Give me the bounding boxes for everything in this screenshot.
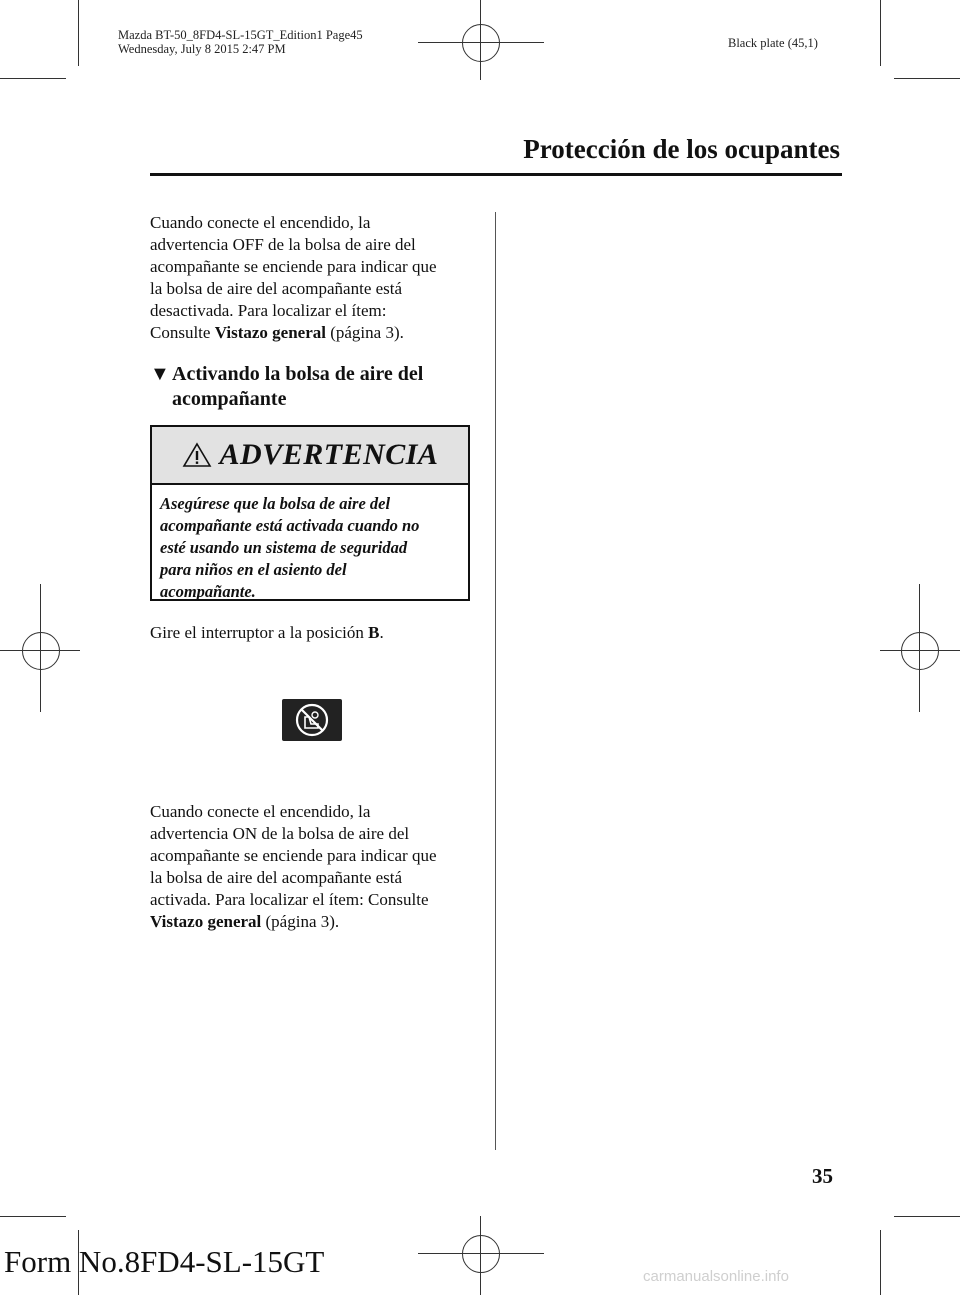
- triangle-marker-icon: ▼: [150, 363, 170, 385]
- subheading-line: Activando la bolsa de aire del: [172, 363, 424, 385]
- text-line: advertencia OFF de la bolsa de aire del: [150, 235, 416, 254]
- print-header: [118, 28, 363, 56]
- text-line: advertencia ON de la bolsa de aire del: [150, 824, 410, 843]
- subheading-line: acompañante: [172, 388, 287, 410]
- text-line: Cuando conecte el encendido, la: [150, 213, 371, 232]
- registration-mark: [462, 1235, 500, 1273]
- crop-mark: [78, 0, 79, 66]
- text-line: Cuando conecte el encendido, la: [150, 802, 371, 821]
- text-segment: .: [379, 623, 384, 642]
- text-line: acompañante se enciende para indicar que: [150, 846, 437, 865]
- subheading: [150, 362, 474, 412]
- text-line: acompañante se enciende para indicar que: [150, 257, 437, 276]
- paragraph-airbag-on: [150, 801, 474, 933]
- airbag-off-icon: [294, 702, 330, 738]
- warning-line: esté usando un sistema de seguridad: [160, 538, 408, 557]
- text-segment: Consulte: [150, 323, 215, 342]
- crop-mark: [0, 78, 66, 79]
- warning-header: [152, 427, 468, 485]
- airbag-off-indicator-icon: [282, 699, 342, 741]
- cross-reference-link[interactable]: Vistazo general: [150, 912, 262, 931]
- crop-mark: [894, 78, 960, 79]
- registration-mark: [22, 632, 60, 670]
- page-number: 35: [812, 1164, 833, 1188]
- warning-line: acompañante está activada cuando no: [160, 516, 420, 535]
- watermark: carmanualsonline.info: [643, 1268, 789, 1285]
- text-line: la bolsa de aire del acompañante está: [150, 279, 403, 298]
- registration-mark: [901, 632, 939, 670]
- column-divider: [495, 212, 496, 1150]
- text-segment: Gire el interruptor a la posición: [150, 623, 369, 642]
- cross-reference-link[interactable]: Vistazo general: [214, 323, 326, 342]
- warning-line: acompañante.: [160, 582, 256, 601]
- text-line: la bolsa de aire del acompañante está: [150, 868, 403, 887]
- position-label: B: [368, 623, 380, 642]
- warning-title: ADVERTENCIA: [219, 438, 439, 471]
- warning-triangle-icon: [182, 442, 212, 468]
- text-line: [150, 911, 474, 933]
- text-segment: (página 3).: [265, 912, 340, 931]
- form-number: Form No.8FD4-SL-15GT: [4, 1244, 325, 1279]
- crop-mark: [880, 1230, 881, 1295]
- paragraph-airbag-off: [150, 212, 474, 344]
- crop-mark: [880, 0, 881, 66]
- text-line: [150, 622, 474, 644]
- registration-mark: [462, 24, 500, 62]
- warning-line: Asegúrese que la bolsa de aire del: [160, 494, 391, 513]
- crop-mark: [0, 1216, 66, 1217]
- text-segment: (página 3).: [330, 323, 404, 342]
- print-file-line: Mazda BT-50_8FD4-SL-15GT_Edition1 Page45: [118, 28, 363, 42]
- print-date-line: Wednesday, July 8 2015 2:47 PM: [118, 42, 286, 56]
- text-line: desactivada. Para localizar el ítem:: [150, 301, 387, 320]
- warning-line: para niños en el asiento del: [160, 560, 347, 579]
- title-rule: [150, 173, 842, 176]
- text-line: activada. Para localizar el ítem: Consulte: [150, 890, 429, 909]
- plate-label: Black plate (45,1): [728, 36, 818, 50]
- warning-box: [150, 425, 470, 601]
- section-title: Protección de los ocupantes: [523, 134, 840, 164]
- crop-mark: [894, 1216, 960, 1217]
- paragraph-switch-position: [150, 622, 474, 644]
- text-line: [150, 322, 474, 344]
- warning-text: [152, 485, 468, 603]
